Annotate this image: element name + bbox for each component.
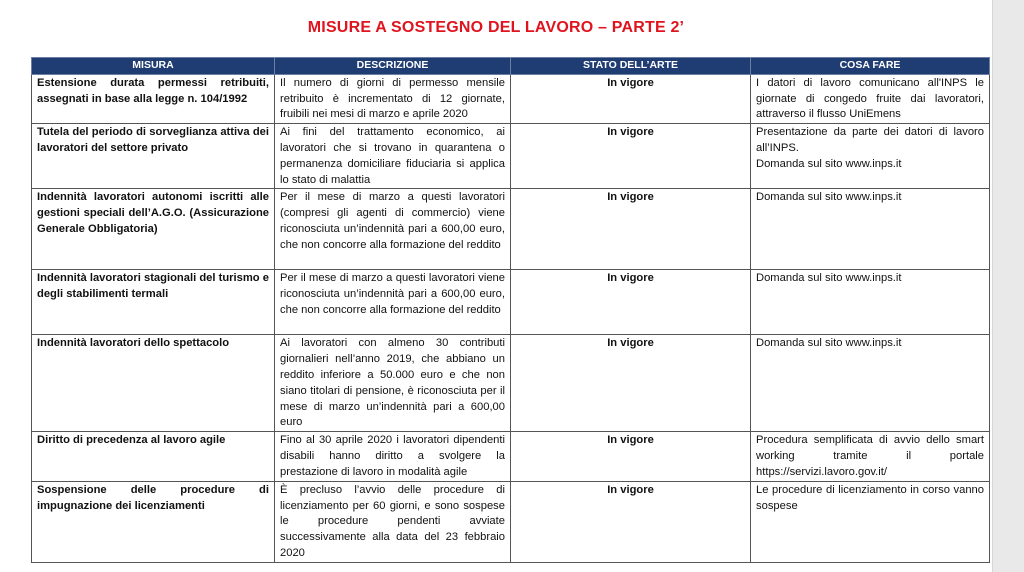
cell-cosa-fare	[751, 124, 990, 189]
page-title: MISURE A SOSTEGNO DEL LAVORO – PARTE 2’	[307, 19, 685, 36]
cosa-fare-line: I datori di lavoro comunicano all'INPS le giornate di congedo fruite dai lavoratori, attraverso il flusso UniEmens	[756, 76, 984, 121]
header-cosa-fare: COSA FARE	[751, 58, 990, 75]
cell-descrizione: Per il mese di marzo a questi lavoratori viene riconosciuta un’indennità pari a 600,00 euro, che non concorre alla formazione del reddito	[275, 270, 511, 335]
cell-descrizione: Ai fini del trattamento economico, ai lavoratori che si trovano in quarantena o permanenza domiciliare fiduciaria si applica lo stato di malattia	[275, 124, 511, 189]
table-row	[32, 481, 990, 562]
cosa-fare-line: Procedura semplificata di avvio dello smart working tramite il portale https://servizi.lavoro.gov.it/	[756, 434, 984, 478]
cell-descrizione: Per il mese di marzo a questi lavoratori (compresi gli agenti di commercio) viene riconosciuta un’indennità pari a 600,00 euro, che non concorre alla formazione del reddito	[275, 189, 511, 270]
cosa-fare-line: Domanda sul sito www.inps.it	[756, 157, 902, 170]
cell-misura: Estensione durata permessi retribuiti, assegnati in base alla legge n. 104/1992	[32, 74, 275, 123]
header-misura: MISURA	[32, 58, 275, 75]
cell-misura: Indennità lavoratori stagionali del turismo e degli stabilimenti termali	[32, 270, 275, 335]
cosa-fare-line: Domanda sul sito www.inps.it	[756, 191, 902, 204]
table-row	[32, 124, 990, 189]
header-stato: STATO DELL’ARTE	[511, 58, 751, 75]
cell-misura: Indennità lavoratori dello spettacolo	[32, 335, 275, 432]
table-header	[32, 58, 990, 75]
cell-descrizione: Fino al 30 aprile 2020 i lavoratori dipendenti disabili hanno diritto a svolgere la prestazione di lavoro in modalità agile	[275, 432, 511, 481]
cell-stato: In vigore	[511, 74, 751, 123]
table-body	[32, 74, 990, 562]
cosa-fare-line: Domanda sul sito www.inps.it	[756, 272, 902, 285]
header-descrizione: DESCRIZIONE	[275, 58, 511, 75]
cell-stato: In vigore	[511, 270, 751, 335]
cell-cosa-fare	[751, 481, 990, 562]
cosa-fare-line: Presentazione da parte dei datori di lavoro all’INPS.	[756, 126, 984, 154]
cell-cosa-fare	[751, 432, 990, 481]
table-row	[32, 432, 990, 481]
cosa-fare-line: Le procedure di licenziamento in corso vanno sospese	[756, 483, 984, 512]
table-row	[32, 74, 990, 123]
cell-stato: In vigore	[511, 124, 751, 189]
table-row	[32, 270, 990, 335]
measures-table	[31, 57, 990, 563]
table-row	[32, 189, 990, 270]
cell-descrizione: Il numero di giorni di permesso mensile retribuito è incrementato di 12 giornate, fruibili nei mesi di marzo e aprile 2020	[275, 74, 511, 123]
scroll-gutter	[992, 0, 1024, 572]
cell-misura: Sospensione delle procedure di impugnazione dei licenziamenti	[32, 481, 275, 562]
cosa-fare-line: Domanda sul sito www.inps.it	[756, 337, 902, 350]
cell-stato: In vigore	[511, 189, 751, 270]
cell-stato: In vigore	[511, 481, 751, 562]
cell-descrizione: È precluso l’avvio delle procedure di licenziamento per 60 giorni, e sono sospese le procedure pendenti avviate successivamente alla data del 23 febbraio 2020	[275, 481, 511, 562]
cell-cosa-fare	[751, 189, 990, 270]
cell-descrizione: Ai lavoratori con almeno 30 contributi giornalieri nell’anno 2019, che abbiano un reddito inferiore a 50.000 euro e che non siano titolari di pensione, è riconosciuta per il mese di marzo un’indennità pari a 600,00 euro	[275, 335, 511, 432]
table-row	[32, 335, 990, 432]
cell-misura: Indennità lavoratori autonomi iscritti alle gestioni speciali dell’A.G.O. (Assicurazione Generale Obbligatoria)	[32, 189, 275, 270]
cell-cosa-fare	[751, 270, 990, 335]
cell-cosa-fare	[751, 335, 990, 432]
cell-cosa-fare	[751, 74, 990, 123]
cell-misura: Tutela del periodo di sorveglianza attiva dei lavoratori del settore privato	[32, 124, 275, 189]
cell-stato: In vigore	[511, 335, 751, 432]
cell-stato: In vigore	[511, 432, 751, 481]
header-row	[32, 58, 990, 75]
cell-misura: Diritto di precedenza al lavoro agile	[32, 432, 275, 481]
